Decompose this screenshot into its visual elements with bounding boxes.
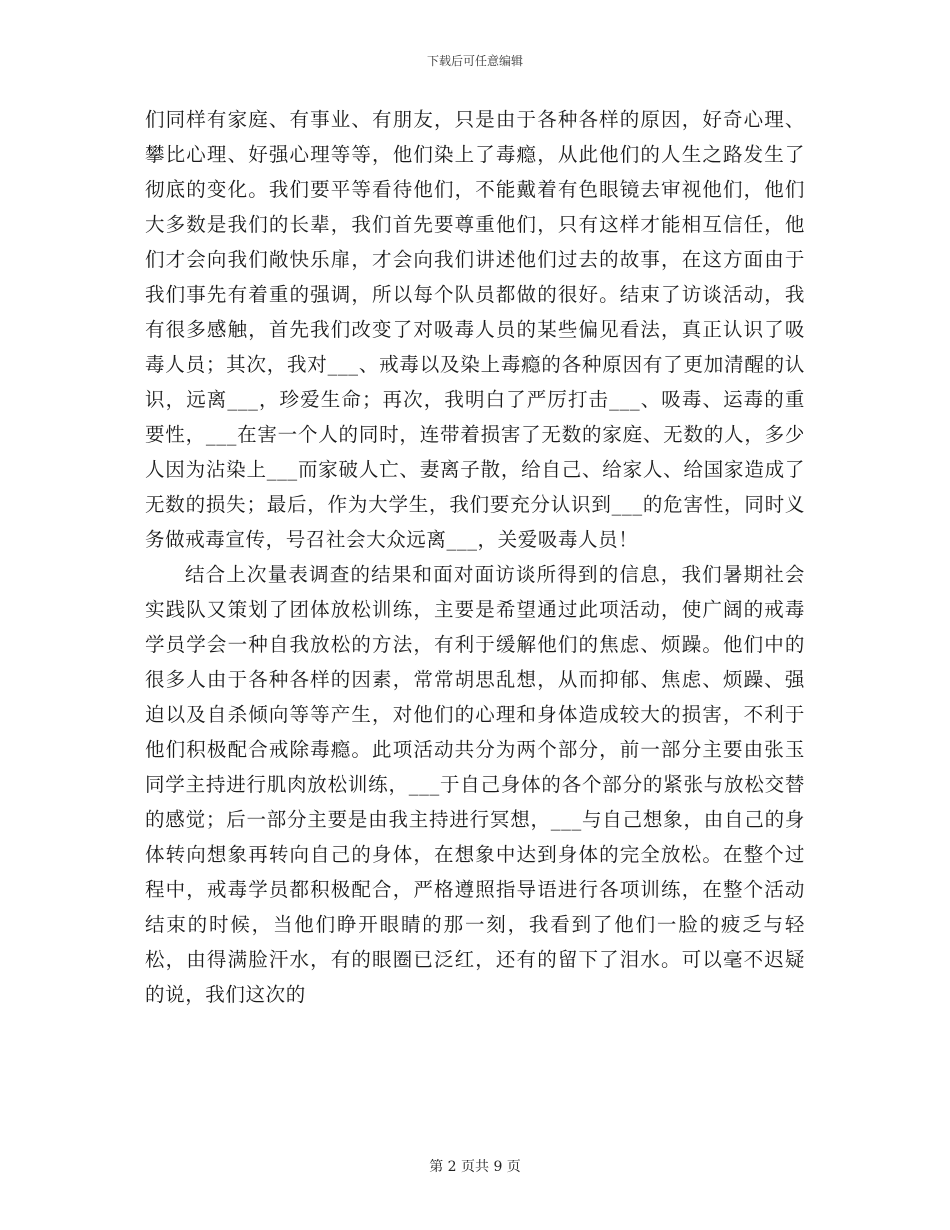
paragraph-1: 们同样有家庭、有事业、有朋友，只是由于各种各样的原因，好奇心理、攀比心理、好强心理等等，他们染上了毒瘾，从此他们的人生之路发生了彻底的变化。我们要平等看待他们，不能戴着有色眼镜去审视他们，他们大多数是我们的长辈，我们首先要尊重他们，只有这样才能相互信任，他们才会向我们敞快乐扉，才会向我们讲述他们过去的故事，在这方面由于我们事先有着重的强调，所以每个队员都做的很好。结束了访谈活动，我有很多感触，首先我们改变了对吸毒人员的某些偏见看法，真正认识了吸毒人员；其次，我对___、戒毒以及染上毒瘾的各种原因有了更加清醒的认识，远离___，珍爱生命；再次，我明白了严厉打击___、吸毒、运毒的重要性，___在害一个人的同时，连带着损害了无数的家庭、无数的人，多少人因为沾染上___而家破人亡、妻离子散，给自己、给家人、给国家造成了无数的损失；最后，作为大学生，我们要充分认识到___的危害性，同时义务做戒毒宣传，号召社会大众远离___，关爱吸毒人员！ xyxy=(145,108,805,551)
document-body xyxy=(145,102,805,1012)
page-footer: 第 2 页共 9 页 xyxy=(429,1159,521,1175)
paragraph-2: 结合上次量表调查的结果和面对面访谈所得到的信息，我们暑期社会实践队又策划了团体放松训练，主要是希望通过此项活动，使广阔的戒毒学员学会一种自我放松的方法，有利于缓解他们的焦虑、烦躁。他们中的很多人由于各种各样的因素，常常胡思乱想，从而抑郁、焦虑、烦躁、强迫以及自杀倾向等等产生，对他们的心理和身体造成较大的损害，不利于他们积极配合戒除毒瘾。此项活动共分为两个部分，前一部分主要由张玉同学主持进行肌肉放松训练，___于自己身体的各个部分的紧张与放松交替的感觉；后一部分主要是由我主持进行冥想，___与自己想象，由自己的身体转向想象再转向自己的身体，在想象中达到身体的完全放松。在整个过程中，戒毒学员都积极配合，严格遵照指导语进行各项训练，在整个活动结束的时候，当他们睁开眼睛的那一刻，我看到了他们一脸的疲乏与轻松，由得满脸汗水，有的眼圈已泛红，还有的留下了泪水。可以毫不迟疑的说，我们这次的 xyxy=(145,563,805,1006)
page-header: 下载后可任意编辑 xyxy=(426,54,523,68)
